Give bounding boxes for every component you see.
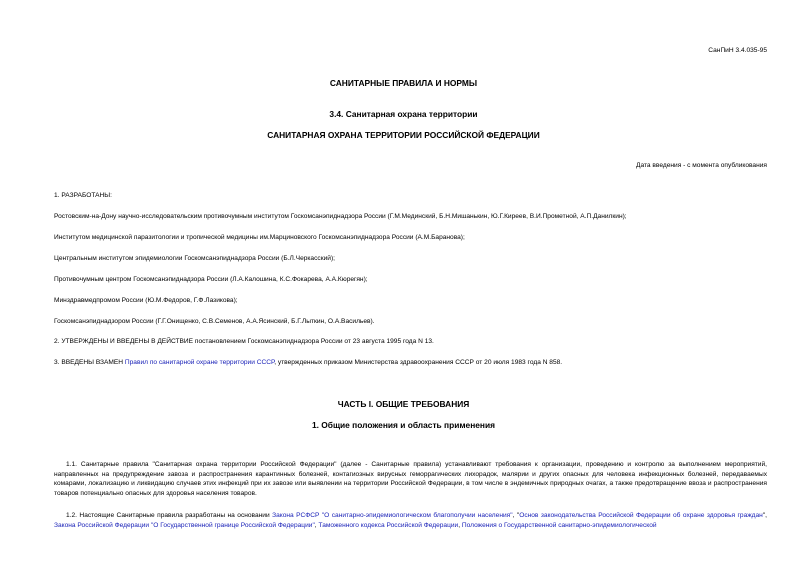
document-title: САНИТАРНАЯ ОХРАНА ТЕРРИТОРИИ РОССИЙСКОЙ ФЕДЕРАЦИИ (267, 130, 540, 140)
replaced-text (54, 359, 562, 367)
replaced-rules-link[interactable]: Правил по санитарной охране территории СССР (124, 359, 275, 366)
developer-item: Минздравмедпромом России (Ю.М.Федоров, Г.Ф.Лазикова); (54, 297, 238, 304)
para-1-2-text: , (458, 521, 462, 529)
subsection-heading: 1. Общие положения и область применения (311, 420, 496, 430)
replaced-prefix: 3. ВВЕДЕНЫ ВЗАМЕН (54, 359, 125, 366)
paragraph-1-1-text: 1.1. Санитарные правила "Санитарная охрана территории Российской Федерации" (далее - Санитарные правила) устанавливают требования к организации, проведению и контролю за выполнением мероприятий, направленных на предупреждение завоза и распространения карантинных болезней, контагиозных вирусных геморрагических лихорадок, малярии и других опасных для человека инфекционных болезней, передаваемых комарами, локализацию и ликвидацию случаев этих инфекций при их завозе или выявлении на территории Российской Федерации, в том числе в эндемичных природных очагах, а также предотвращение ввоза и распространения товаров потенциально опасных для здоровья населения товаров. (54, 461, 767, 497)
intro-date: Дата введения - с момента опубликования (635, 162, 767, 169)
paragraph-1-1 (54, 460, 767, 498)
developer-item: Противочумным центром Госкомсанэпиднадзора России (Л.А.Калошина, К.С.Фокарева, А.А.Кюрегян); (54, 276, 368, 283)
developer-item: Институтом медицинской паразитологии и тропической медицины им.Марциновского Госкомсанэпиднадзора России (А.М.Баранова); (54, 234, 465, 241)
part-heading: ЧАСТЬ I. ОБЩИЕ ТРЕБОВАНИЯ (337, 399, 470, 409)
para-1-2-text: ", (762, 512, 767, 519)
health-law-basics-link[interactable]: Основ законодательства Российской Федерации об охране здоровья граждан (519, 512, 763, 519)
para-1-2-text: , (314, 521, 319, 529)
sanitary-regulation-link[interactable]: Положения о Государственной санитарно-эпидемиологической (461, 521, 657, 529)
law-sanitary-link[interactable]: Закона РСФСР "О санитарно-эпидемиологическом благополучии населения" (272, 512, 513, 519)
doc-code: СанПиН 3.4.035-95 (708, 47, 767, 54)
approved-text: 2. УТВЕРЖДЕНЫ И ВВЕДЕНЫ В ДЕЙСТВИЕ постановлением Госкомсанэпиднадзора России от 23 августа 1995 года N 13. (54, 338, 434, 345)
developer-item: Госкомсанэпиднадзором России (Г.Г.Онищенко, С.В.Семенов, А.А.Ясинский, Б.Г.Лыткин, О.А.Васильев). (54, 318, 375, 325)
main-heading: САНИТАРНЫЕ ПРАВИЛА И НОРМЫ (329, 78, 478, 88)
replaced-suffix: , утвержденных приказом Министерства здравоохранения СССР от 20 июля 1983 года N 858. (274, 359, 563, 366)
developed-heading: 1. РАЗРАБОТАНЫ: (54, 192, 112, 199)
developer-item: Центральным институтом эпидемиологии Госкомсанэпиднадзора России (Б.Л.Черкасский); (54, 255, 335, 262)
developer-item: Ростовским-на-Дону научно-исследовательским противочумным институтом Госкомсанэпиднадзора России (Г.М.Мединский, Б.Н.Мишанькин, Ю.Г.Киреев, В.И.Прометной, А.П.Данилкин); (54, 213, 627, 220)
section-heading: 3.4. Санитарная охрана территории (329, 109, 478, 119)
para-1-2-text: 1.2. Настоящие Санитарные правила разработаны на основании (66, 512, 273, 519)
customs-code-link[interactable]: Таможенного кодекса Российской Федерации (318, 521, 459, 529)
border-law-link[interactable]: Закона Российской Федерации "О Государственной границе Российской Федерации" (54, 521, 315, 529)
para-1-2-text: , " (512, 512, 520, 519)
paragraph-1-2 (54, 511, 767, 530)
